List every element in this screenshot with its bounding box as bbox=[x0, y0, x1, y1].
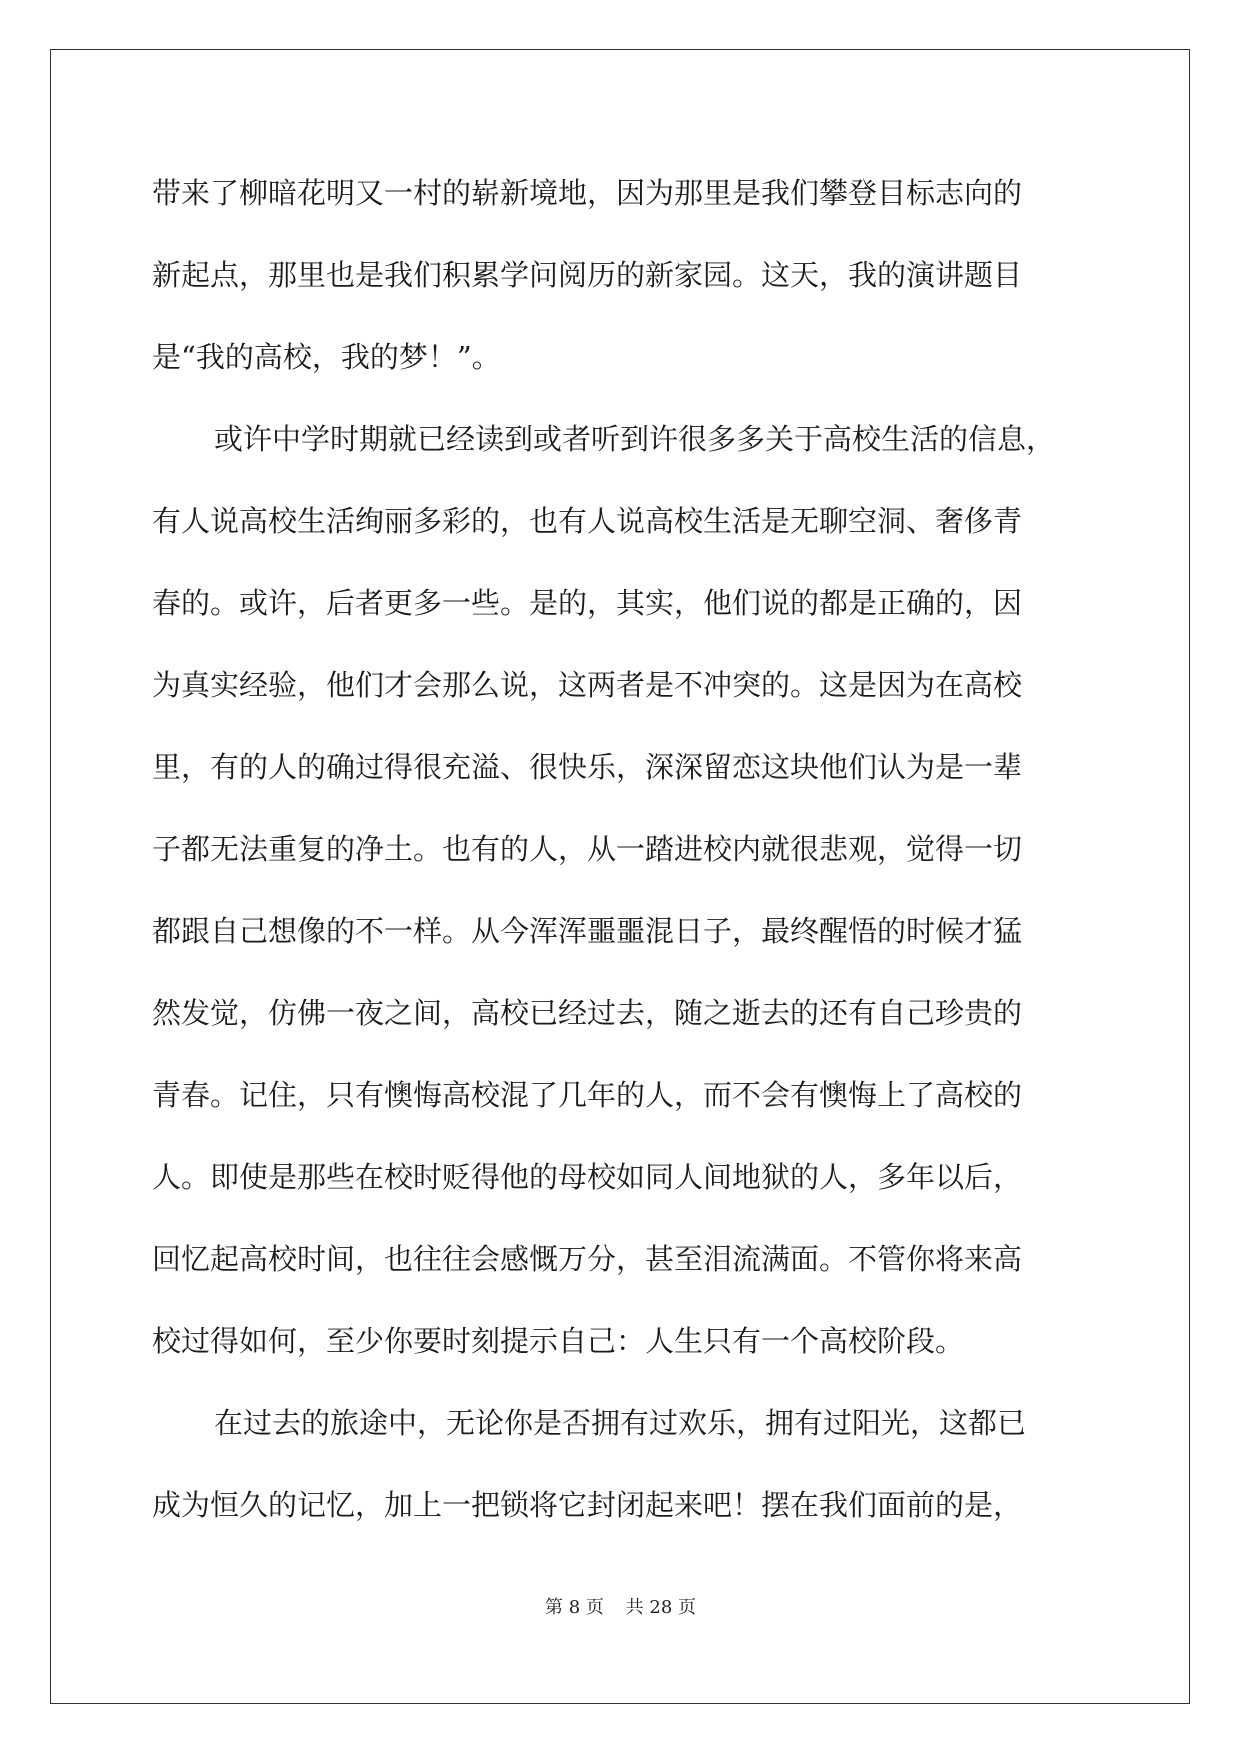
paragraph-start-line: 在过去的旅途中，无论你是否拥有过欢乐，拥有过阳光，这都已 bbox=[214, 1406, 1027, 1440]
text-line: 校过得如何，至少你要时刻提示自己：人生只有一个高校阶段。 bbox=[152, 1324, 965, 1358]
text-line: 人。即使是那些在校时贬得他的母校如同人间地狱的人，多年以后， bbox=[152, 1160, 1023, 1194]
paragraph-start-line: 或许中学时期就已经读到或者听到许很多多关于高校生活的信息， bbox=[214, 422, 1056, 456]
text-line: 带来了柳暗花明又一村的崭新境地，因为那里是我们攀登目标志向的 bbox=[152, 176, 1023, 210]
text-line: 回忆起高校时间，也往往会感慨万分，甚至泪流满面。不管你将来高 bbox=[152, 1242, 1023, 1276]
page-footer bbox=[0, 1593, 1241, 1619]
page-number: 第 8 页 bbox=[545, 1597, 604, 1618]
text-line: 里，有的人的确过得很充溢、很快乐，深深留恋这块他们认为是一辈 bbox=[152, 750, 1023, 784]
page-total: 共 28 页 bbox=[625, 1597, 696, 1618]
text-line: 春的。或许，后者更多一些。是的，其实，他们说的都是正确的，因 bbox=[152, 586, 1023, 620]
text-line: 子都无法重复的净土。也有的人，从一踏进校内就很悲观，觉得一切 bbox=[152, 832, 1023, 866]
text-line: 都跟自己想像的不一样。从今浑浑噩噩混日子，最终醒悟的时候才猛 bbox=[152, 914, 1023, 948]
text-line: 成为恒久的记忆，加上一把锁将它封闭起来吧！摆在我们面前的是， bbox=[152, 1488, 1023, 1522]
text-line: 新起点，那里也是我们积累学问阅历的新家园。这天，我的演讲题目 bbox=[152, 258, 1023, 292]
text-line: 是“我的高校，我的梦！”。 bbox=[152, 340, 501, 374]
document-body bbox=[152, 152, 1112, 1546]
text-line: 有人说高校生活绚丽多彩的，也有人说高校生活是无聊空洞、奢侈青 bbox=[152, 504, 1023, 538]
text-line: 青春。记住，只有懊悔高校混了几年的人，而不会有懊悔上了高校的 bbox=[152, 1078, 1023, 1112]
text-line: 为真实经验，他们才会那么说，这两者是不冲突的。这是因为在高校 bbox=[152, 668, 1023, 702]
text-line: 然发觉，仿佛一夜之间，高校已经过去，随之逝去的还有自己珍贵的 bbox=[152, 996, 1023, 1030]
